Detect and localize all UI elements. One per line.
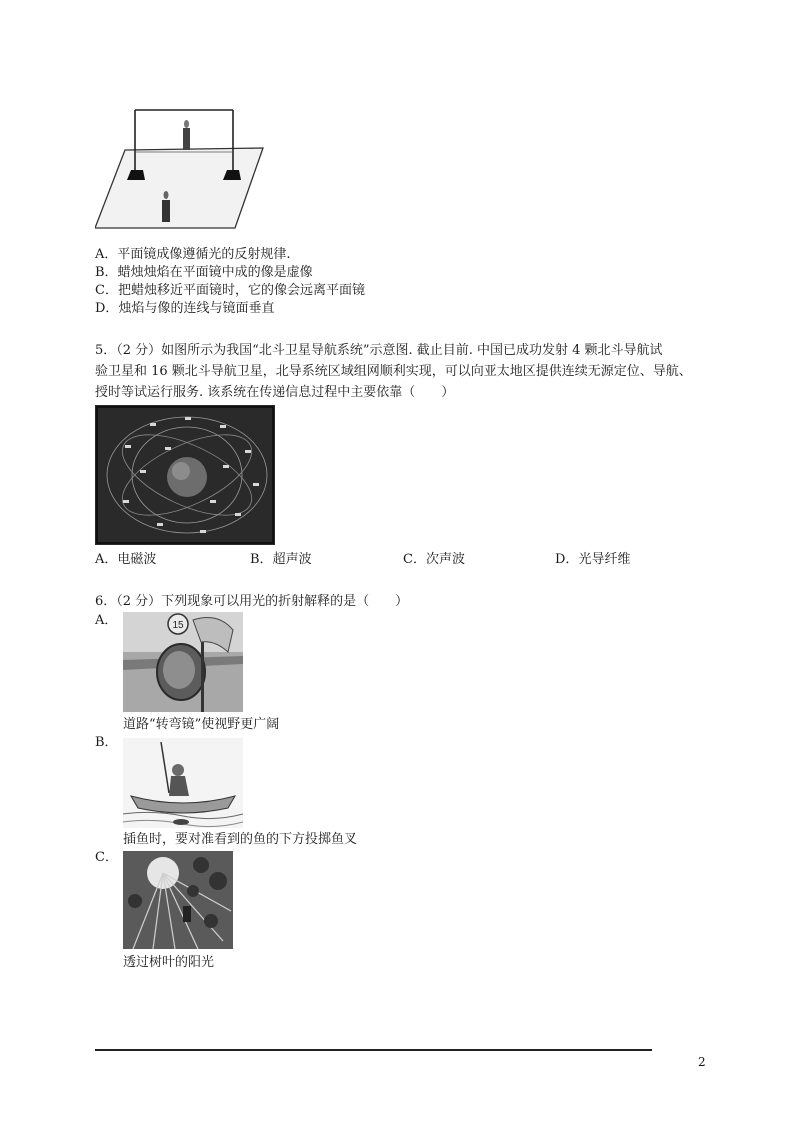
q6-option-a-letter: A． [95,613,118,628]
q4-option-d: D．烛焰与像的连线与镜面垂直 [95,301,275,316]
q5-stem-line-1: 5．（2 分）如图所示为我国“北斗卫星导航系统”示意图. 截止目前. 中国已成功发射 4 颗北斗导航试 [95,343,663,358]
q5-stem-line-3: 授时等试运行服务. 该系统在传递信息过程中主要依靠（ ） [95,385,455,400]
q6-option-c-letter: C． [95,850,118,865]
q6-option-b-caption: 插鱼时，要对准看到的鱼的下方投掷鱼叉 [123,832,358,847]
q4-option-c: C．把蜡烛移近平面镜时，它的像会远离平面镜 [95,283,365,298]
mirror-experiment-figure [95,100,265,235]
footer-divider [95,1049,652,1051]
q5-option-a: A．电磁波 [95,552,157,567]
q6-option-c-caption: 透过树叶的阳光 [123,955,215,970]
convex-mirror-figure [123,612,243,712]
q5-option-d: D．光导纤维 [555,552,631,567]
q6-option-b-letter: B． [95,735,118,750]
q5-option-b: B．超声波 [250,552,312,567]
q5-option-c: C．次声波 [403,552,465,567]
q4-option-b: B．蜡烛烛焰在平面镜中成的像是虚像 [95,265,313,280]
q6-option-a-caption: 道路“转弯镜”使视野更广阔 [123,717,280,732]
speed-sign-number: 15 [172,620,184,631]
q6-stem: 6．（2 分）下列现象可以用光的折射解释的是（ ） [95,594,409,609]
page-number: 2 [698,1055,706,1069]
fishing-spear-figure [123,738,243,828]
q5-stem-line-2: 验卫星和 16 颗北斗导航卫星，北导系统区域组网顺利实现，可以向亚太地区提供连续无源定位、导航、 [95,364,692,379]
q4-option-a: A．平面镜成像遵循光的反射规律. [95,247,291,262]
sunlight-through-leaves-figure [123,851,233,949]
beidou-satellite-figure [95,405,275,545]
